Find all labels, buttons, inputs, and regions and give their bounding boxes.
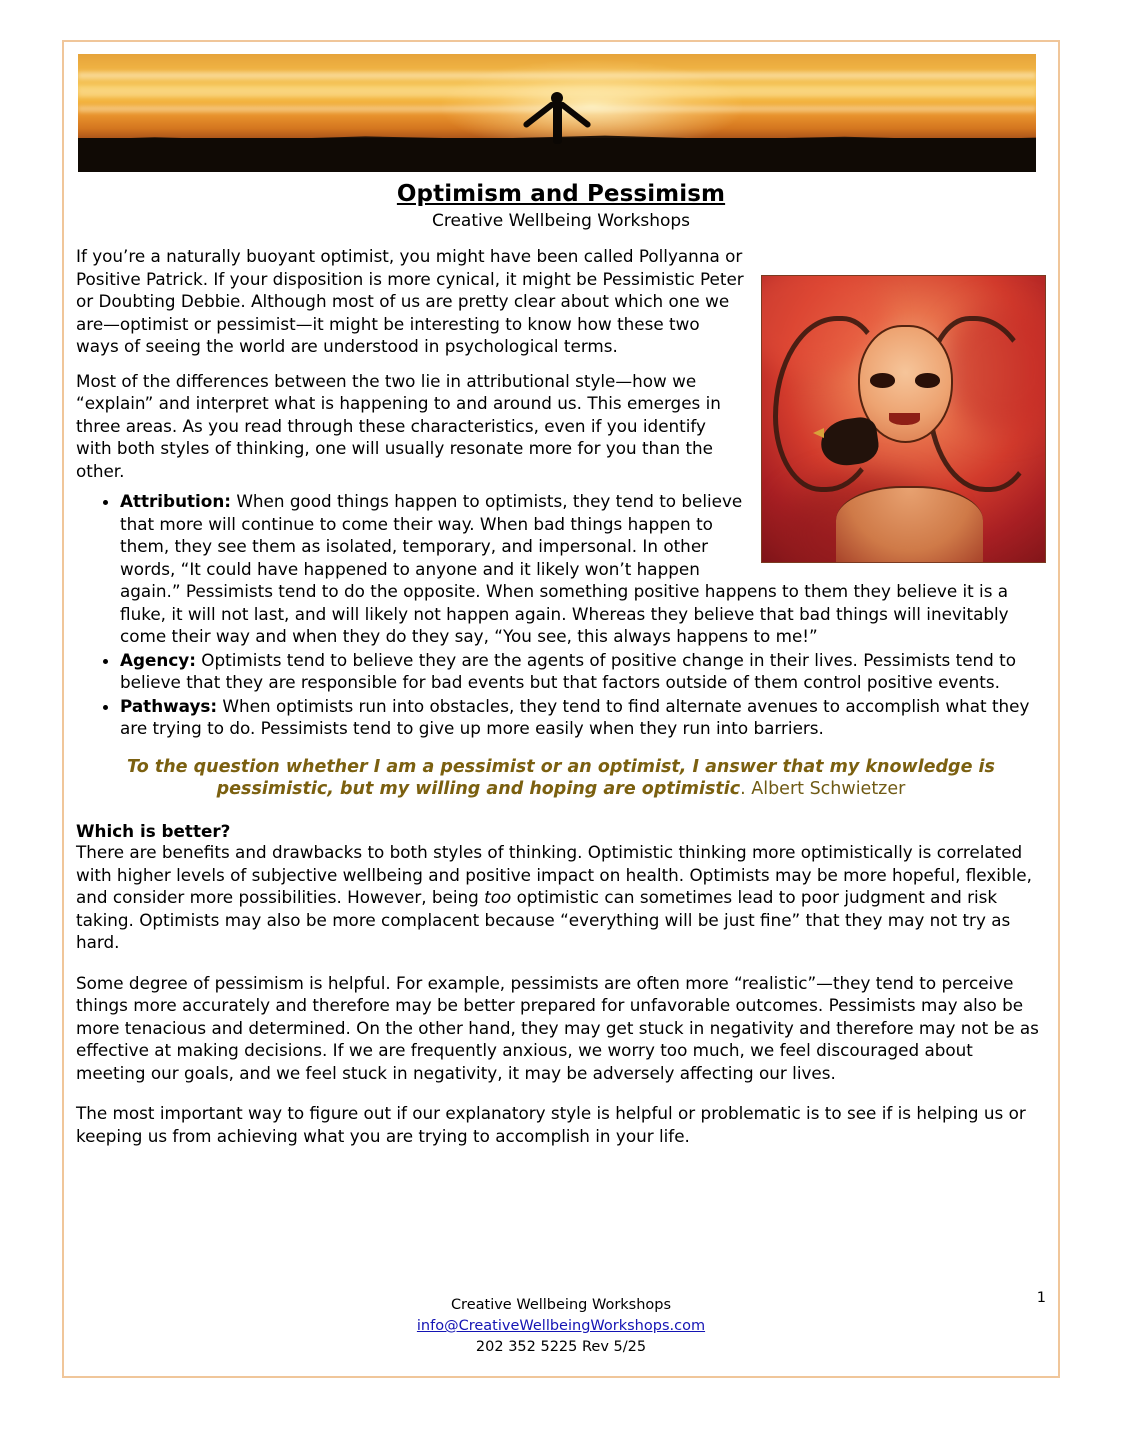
list-item — [120, 695, 1046, 740]
woman-with-bird-painting-image — [761, 275, 1046, 563]
section-heading: Which is better? — [76, 821, 231, 841]
footer-org: Creative Wellbeing Workshops — [450, 1296, 672, 1313]
figure-body — [553, 102, 562, 144]
intro-paragraph-2: Most of the differences between the two lie in attributional style—how we “explain” and interpret what is happening to and around us. This emerges in three areas. As you read through these characteristics, even if you identify with both styles of thinking, one will usually resonate more for you than the other. — [76, 370, 721, 481]
bullet-text: Optimists tend to believe they are the agents of positive change in their lives. Pessimists tend to believe that they are responsible for bad events but that factors outside of them control positive events. — [120, 649, 1017, 692]
bullet-text: When good things happen to optimists, they tend to believe that more will continue to come their way. When bad things happen to them, they see them as isolated, temporary, and impersonal. In other words, “It could have happened to anyone and it likely won’t happen again.” Pessimists tend to do the opposite. When something positive happens to them they believe it is a fluke, it will not last, and will likely not happen again. Whereas they believe that bad things will inevitably come their way and when they do they say, “You see, this always happens to me!” — [120, 491, 1009, 646]
page-content — [76, 54, 1046, 1366]
paragraph-part-a: There are benefits and drawbacks to both styles of thinking. Optimistic thinking more optimistically is correlated with higher levels of subjective wellbeing and positive impact on health. Optimists may be more hopeful, flexible, and consider more possibilities. However, being — [76, 842, 1032, 907]
mouth — [889, 413, 920, 424]
bullet-label: Attribution: — [120, 491, 231, 511]
intro-paragraph-1: If you’re a naturally buoyant optimist, you might have been called Pollyanna or Positive Patrick. If your disposition is more cynical, it might be Pessimistic Peter or Doubting Debbie. Although most of us are pretty clear about which one we are—optimist or pessimist—it might be interesting to know how these two ways of seeing the world are understood in psychological terms. — [76, 246, 744, 356]
footer — [76, 1295, 1046, 1358]
footer-email-link[interactable]: info@CreativeWellbeingWorkshops.com — [416, 1317, 706, 1334]
figure-left-arm — [522, 101, 556, 129]
bullet-label: Agency: — [120, 649, 196, 670]
page-subtitle: Creative Wellbeing Workshops — [431, 211, 691, 231]
list-item — [120, 649, 1046, 694]
torso — [836, 486, 983, 562]
figure-right-arm — [558, 101, 592, 129]
eye-left — [870, 373, 895, 387]
section-paragraph-2: Some degree of pessimism is helpful. For example, pessimists are often more “realistic”—they tend to perceive things more accurately and therefore may be better prepared for unfavorable outcomes. Pessimists may also be more tenacious and determined. On the other hand, they may get stuck in negativity and therefore may not be as effective at making decisions. If we are frequently anxious, we worry too much, we feel discouraged about meeting our goals, and we feel stuck in negativity, it may be adversely affecting our lives. — [76, 972, 1039, 1083]
quote-attribution: . Albert Schwietzer — [740, 779, 906, 800]
intro-section — [76, 245, 1046, 740]
bullet-text: When optimists run into obstacles, they tend to find alternate avenues to accomplish what they are trying to do. Pessimists tend to give up more easily when they run into barriers. — [120, 695, 1030, 738]
section-paragraph-3: The most important way to figure out if our explanatory style is helpful or problematic is to see if is helping us or keeping us from achieving what you are trying to accomplish in your life. — [76, 1103, 1026, 1146]
footer-contact: 202 352 5225 Rev 5/25 — [475, 1338, 647, 1355]
paragraph-part-b: optimistic can sometimes lead to poor judgment and risk taking. Optimists may also be more complacent because “everything will be just fine” that they may not try as hard. — [76, 887, 1011, 952]
page-title: Optimism and Pessimism — [396, 181, 726, 207]
section-paragraph-1 — [76, 841, 1046, 954]
person-arms-raised-silhouette — [514, 70, 600, 144]
eye-right — [915, 373, 940, 387]
page-number: 1 — [1036, 1290, 1046, 1306]
sunrise-silhouette-banner-image — [78, 54, 1036, 172]
quote-text: To the question whether I am a pessimist or an optimist, I answer that my knowledge is pessimistic, but my willing and hoping are optimistic — [127, 756, 995, 800]
bullet-label: Pathways: — [120, 695, 218, 716]
bird-beak — [813, 428, 824, 438]
pull-quote — [76, 756, 1046, 802]
emphasis-too: too — [484, 887, 512, 907]
